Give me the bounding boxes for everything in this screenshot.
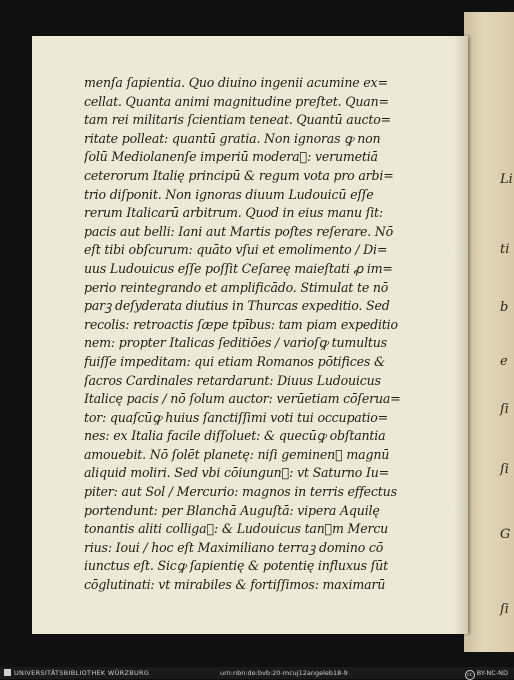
text-line: tam rei militaris ſcientiam teneat. Quantū aucto= [84,112,391,128]
text-line: nem: propter Italicas ſeditiōes / varioſꝙ tumultus [84,335,387,351]
text-line: perio reintegrando et amplificādo. Stimulat te nō [84,279,389,295]
text-line: aliquid moliri. Sed vbi cōiungunᷣ: vt Saturno Iu= [84,465,390,481]
page-text-block [84,74,436,595]
facing-page-fragment: Li [500,172,513,187]
text-line: menſa ſapientia. Quo diuino ingenii acumine ex= [84,75,388,90]
text-line: rius: Ioui / hoc eſt Maximiliano terraꝫ domino cō [84,539,384,555]
text-line: Italicę pacis / nō ſolum auctor: verūetiam cōſerua= [84,391,401,407]
license-badge[interactable] [465,667,508,680]
text-line: cellat. Quanta animi magnitudine preſtet. Quan= [84,93,389,109]
text-line: amouebit. Nō ſolēt planetę: niſi geminenᷣ magnū [84,446,390,462]
text-line: piter: aut Sol / Mercurio: magnos in terris effectus [84,484,397,500]
text-line: rerum Italicarū arbitrum. Quod in eius manu ſit: [84,205,383,221]
library-name[interactable]: UNIVERSITÄTSBIBLIOTHEK WÜRZBURG [4,667,149,679]
book-page [32,36,468,634]
viewer-footer [0,667,514,679]
text-line: uus Ludouicus eſſe poſſit Ceſareę maieſtati ꝓ im= [84,260,393,276]
facing-page-fragment: ſi [500,602,509,617]
text-line: fuiſſe impeditam: qui etiam Romanos pōtifices & [84,353,385,369]
creative-commons-icon: cc [465,670,475,680]
license-label: BY-NC-ND [476,669,508,677]
facing-page-fragment: e [500,354,508,369]
text-line: portendunt: per Blanchā Auguſtā: vipera Aquilę [84,502,380,518]
text-line: tor: quaſcūꝙ huius ſanctiſſimi voti tui occupatio= [84,409,389,425]
text-line: cōglutinati: vt mirabiles & fortiſſimos: maximarū [84,577,386,593]
text-line: recolis: retroactis ſæpe tpībus: tam piam expeditio [84,316,398,332]
text-line: eſt tibi obſcurum: quāto vſui et emolimento / Di= [84,242,388,258]
facing-page-fragment: ſi [500,462,509,477]
text-line: nes: ex Italia facile diſſoluet: & quecūꝙ obſtantia [84,428,386,444]
text-line: ceterorum Italię principū & regum vota pro arbi= [84,167,394,183]
text-line: ſacros Cardinales retardarunt: Diuus Ludouicus [84,372,381,388]
text-line: pacis aut belli: Iani aut Martis poſtes reſerare. Nō [84,223,394,239]
text-line: ſolū Mediolanenſe imperiū moderaᷣ: verumetiā [84,149,378,165]
urn-identifier[interactable]: urn:nbn:de:bvb:20-mcuj12angeleb18-9 [220,669,348,677]
facing-page-fragment: ti [500,242,510,257]
text-line: trio diſponit. Non ignoras diuum Ludouicū eſſe [84,186,374,202]
facing-page-fragment: G [500,527,511,542]
text-line: parꝫ deſyderata diutius in Thurcas expeditio. Sed [84,298,390,314]
text-line: iunctus eſt. Sicꝙ ſapientię & potentię influxus ſūt [84,558,388,574]
facing-page-edge [464,12,514,652]
facing-page-fragment: ſi [500,402,509,417]
text-line: tonantis aliti colligaᷣ: & Ludouicus tanꝗm Mercu [84,521,389,537]
facing-page-text-fragments [470,132,514,617]
facing-page-fragment: b [500,300,509,315]
text-line: ritate polleat: quantū gratia. Non ignoras ꝙ non [84,130,381,146]
